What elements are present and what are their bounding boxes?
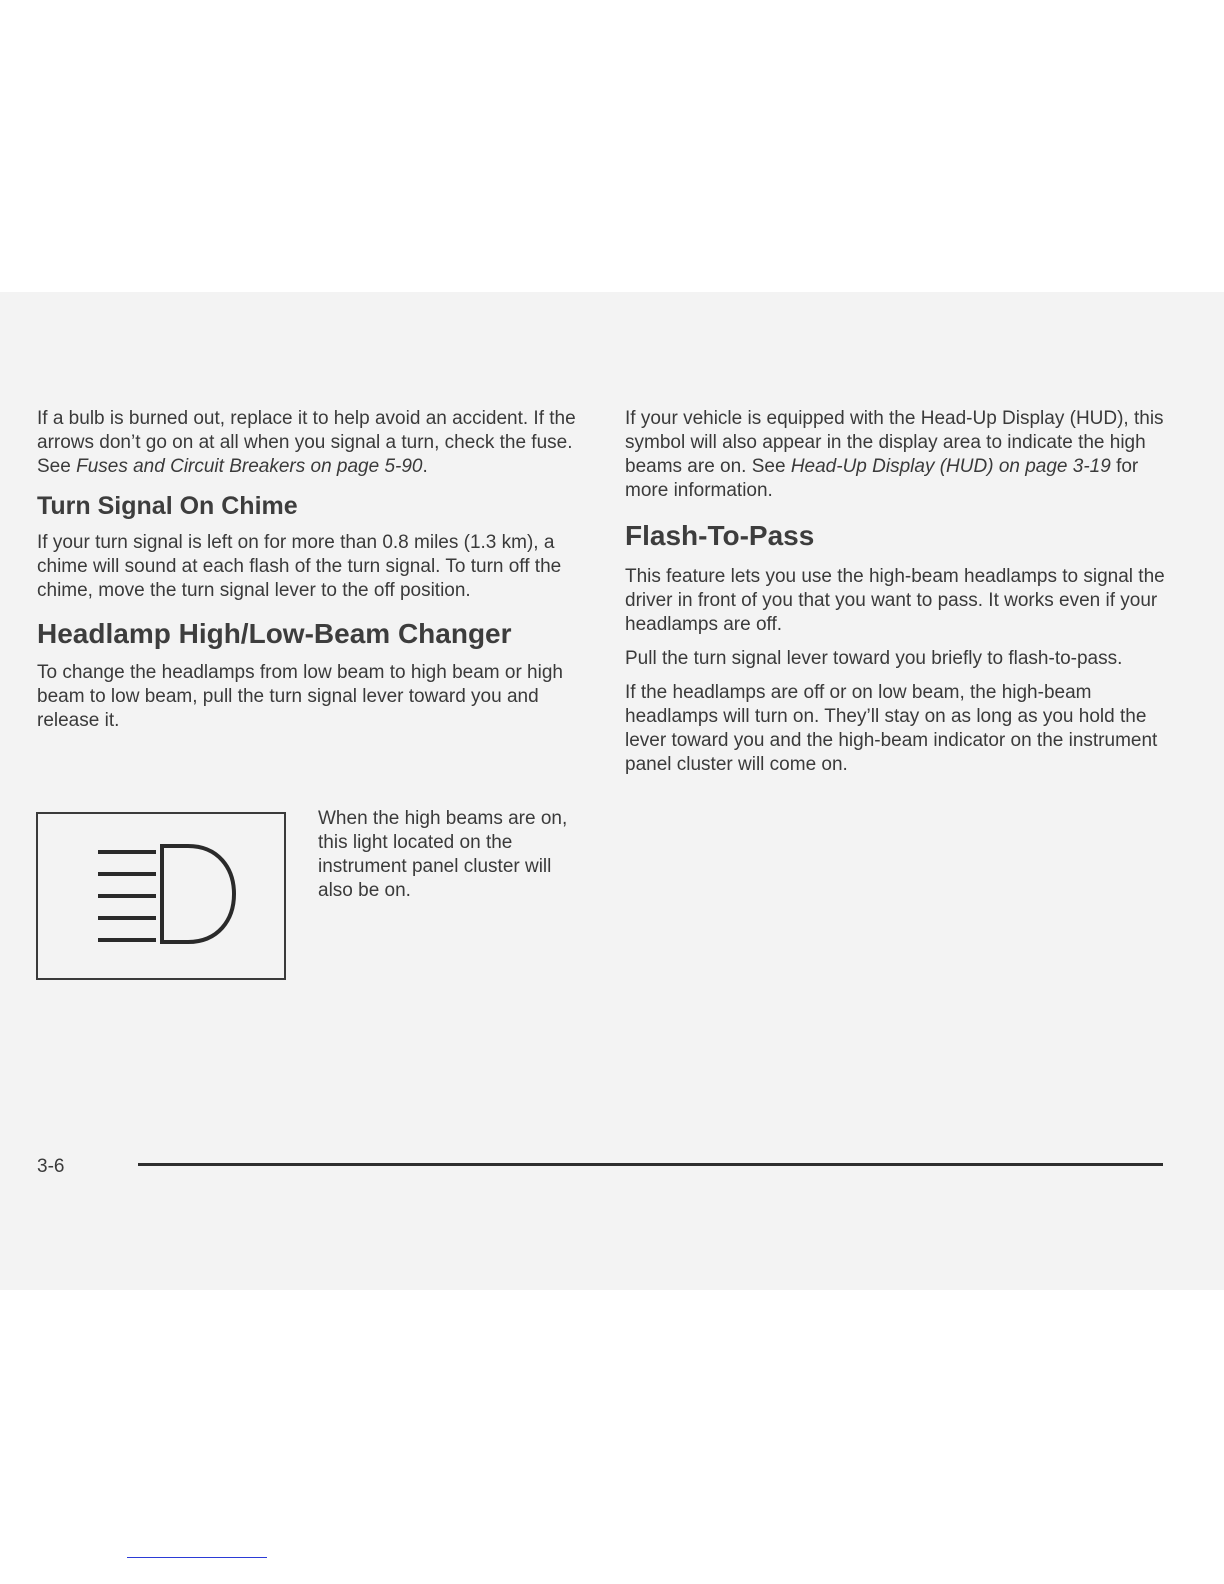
scan-underline [127, 1557, 267, 1558]
hud-end: for more information. [625, 456, 1139, 501]
flash-to-pass-heading: Flash-To-Pass [625, 520, 815, 551]
turn-signal-heading: Turn Signal On Chime [37, 492, 298, 520]
icon-caption: When the high beams are on, this light located on the instrument panel cluster will also be on. [318, 808, 568, 901]
turn-signal-paragraph: If your turn signal is left on for more than 0.8 miles (1.3 km), a chime will sound at each flash of the turn signal. To turn off the chime, move the turn signal lever to the off position. [37, 532, 562, 601]
intro-paragraph [37, 407, 587, 479]
hud-reference: Head-Up Display (HUD) on page 3-19 [790, 456, 1111, 477]
fuses-reference: Fuses and Circuit Breakers on page 5-90 [76, 456, 423, 477]
hud-paragraph [625, 407, 1185, 503]
headlamp-changer-paragraph: To change the headlamps from low beam to high beam or high beam to low beam, pull the turn signal lever toward you and release it. [37, 662, 563, 731]
headlamp-changer-heading: Headlamp High/Low-Beam Changer [37, 618, 512, 649]
intro-text: If a bulb is burned out, replace it to help avoid an accident. If the arrows don’t go on at all when you signal a turn, check the fuse. See [37, 408, 576, 477]
left-column [37, 407, 587, 733]
footer-rule [138, 1163, 1163, 1166]
flash-paragraph-2: Pull the turn signal lever toward you briefly to flash-to-pass. [625, 648, 1123, 669]
page-number: 3-6 [37, 1156, 65, 1177]
right-column [625, 407, 1185, 777]
high-beam-icon-box [36, 812, 286, 980]
intro-end: . [422, 456, 428, 477]
flash-paragraph-3: If the headlamps are off or on low beam, the high-beam headlamps will turn on. They’ll stay on as long as you hold the lever toward you and the high-beam indicator on the instrument panel cluster will come on. [625, 682, 1158, 775]
hud-text: If your vehicle is equipped with the Head-Up Display (HUD), this symbol will also appear in the display area to indicate the high beams are on. See [625, 408, 1164, 477]
flash-paragraph-1: This feature lets you use the high-beam headlamps to signal the driver in front of you that you want to pass. It works even if your headlamps are off. [625, 566, 1165, 635]
high-beam-indicator-icon [38, 814, 288, 982]
